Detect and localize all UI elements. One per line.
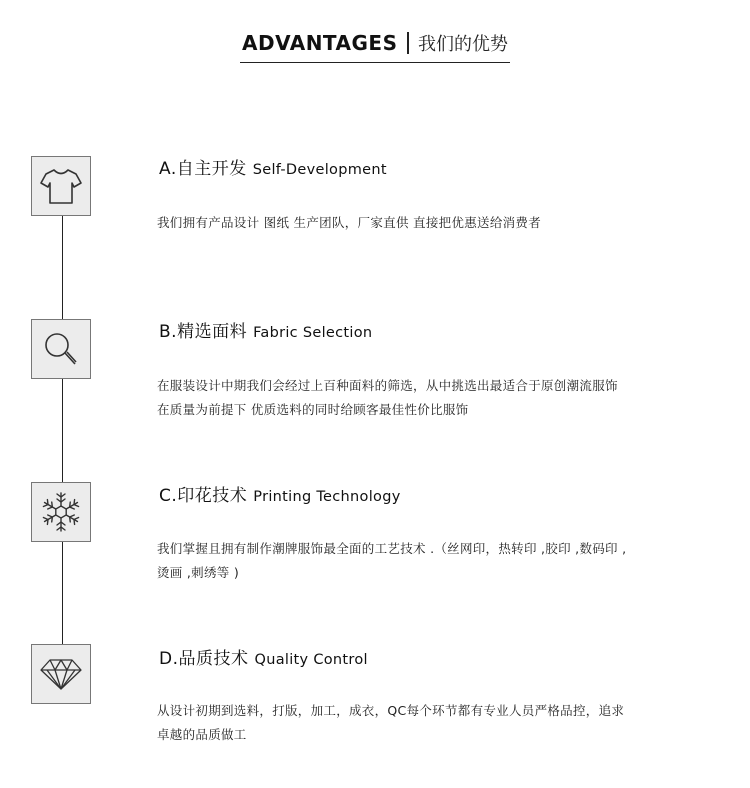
magnifier-icon: [41, 329, 81, 369]
diamond-icon: [39, 656, 83, 692]
title-divider: [407, 32, 409, 54]
item-label-en: Self-Development: [252, 162, 387, 178]
item-label-cn: A.自主开发: [159, 159, 247, 179]
item-title-self-development: [159, 154, 387, 179]
item-label-en: Fabric Selection: [253, 325, 373, 341]
icon-box-self-development: [31, 156, 91, 216]
item-desc-fabric-selection: [157, 374, 697, 422]
item-title-printing-technology: [159, 481, 401, 506]
desc-line: 在质量为前提下 优质选料的同时给顾客最佳性价比服饰: [157, 402, 469, 417]
desc-line: 卓越的品质做工: [157, 727, 247, 742]
t-shirt-icon: [39, 166, 83, 206]
item-title-quality-control: [159, 644, 368, 669]
header-title-group: [240, 30, 510, 63]
icon-box-fabric-selection: [31, 319, 91, 379]
item-label-en: Quality Control: [254, 652, 368, 668]
title-english: ADVANTAGES: [242, 31, 398, 55]
timeline-line: [62, 215, 63, 645]
desc-line: 从设计初期到选料，打版，加工，成衣，QC每个环节都有专业人员严格品控，追求: [157, 703, 625, 718]
icon-box-quality-control: [31, 644, 91, 704]
desc-line: 我们拥有产品设计 图纸 生产团队，厂家直供 直接把优惠送给消费者: [157, 215, 542, 230]
item-desc-quality-control: [157, 699, 697, 747]
item-label-cn: B.精选面料: [159, 322, 248, 342]
desc-line: 烫画 ,刺绣等 ): [157, 565, 239, 580]
item-label-cn: D.品质技术: [159, 649, 249, 669]
title-chinese: 我们的优势: [417, 34, 508, 55]
page-header: [0, 30, 750, 63]
desc-line: 在服装设计中期我们会经过上百种面料的筛选，从中挑选出最适合于原创潮流服饰: [157, 378, 618, 393]
desc-line: 我们掌握且拥有制作潮牌服饰最全面的工艺技术 .（丝网印，热转印 ,胶印 ,数码印 ,: [157, 541, 627, 556]
snowflake-icon: [39, 490, 83, 534]
item-label-en: Printing Technology: [253, 489, 401, 505]
icon-box-printing-technology: [31, 482, 91, 542]
item-label-cn: C.印花技术: [159, 486, 248, 506]
item-desc-printing-technology: [157, 537, 697, 585]
item-desc-self-development: [157, 211, 697, 235]
item-title-fabric-selection: [159, 317, 372, 342]
